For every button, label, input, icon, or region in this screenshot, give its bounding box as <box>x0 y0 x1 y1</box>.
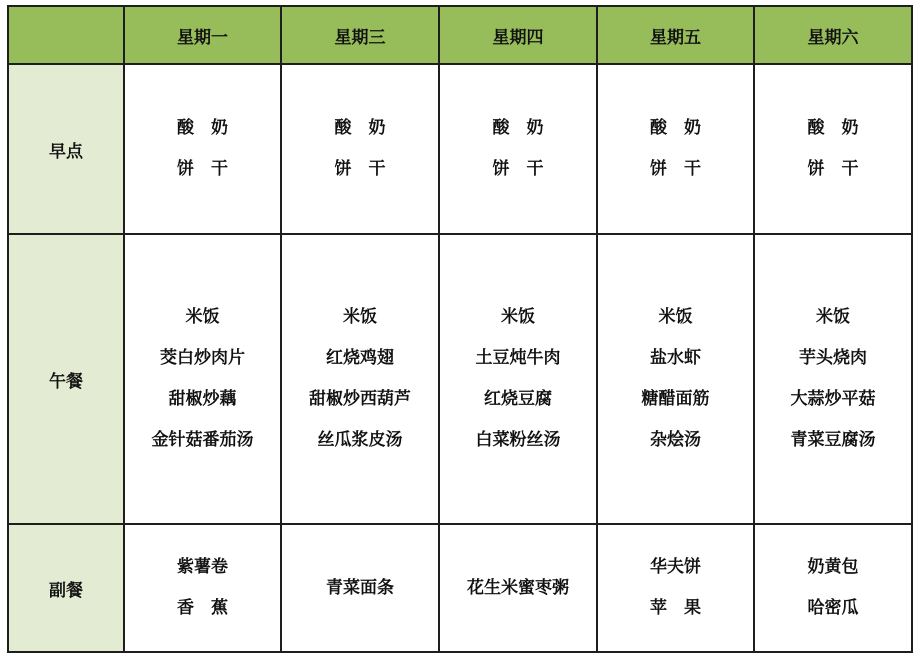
menu-item: 米饭 <box>501 307 535 327</box>
menu-item: 酸 奶 <box>650 118 701 138</box>
menu-item: 紫薯卷 <box>177 557 228 577</box>
menu-item: 花生米蜜枣粥 <box>467 577 569 598</box>
menu-item: 茭白炒肉片 <box>160 348 245 368</box>
snack-row <box>8 524 912 652</box>
menu-item: 饼 干 <box>492 159 544 179</box>
menu-item: 哈密瓜 <box>807 598 859 618</box>
menu-item: 米饭 <box>185 307 220 327</box>
lunch-row <box>8 234 912 524</box>
menu-item: 青菜豆腐汤 <box>790 430 876 450</box>
corner-cell <box>8 6 124 64</box>
day-header-wed: 星期三 <box>281 6 439 64</box>
menu-item: 酸 奶 <box>177 118 228 138</box>
menu-item: 金针菇番茄汤 <box>151 430 254 450</box>
menu-item: 甜椒炒西葫芦 <box>309 389 411 409</box>
snack-mon <box>124 524 281 652</box>
menu-item: 米饭 <box>343 307 377 327</box>
lunch-mon <box>124 234 281 524</box>
menu-item: 米饭 <box>816 307 850 327</box>
menu-item: 杂烩汤 <box>650 430 701 450</box>
menu-item: 红烧豆腐 <box>484 389 552 409</box>
breakfast-thu <box>439 64 597 234</box>
menu-item: 酸 奶 <box>807 118 859 138</box>
menu-item: 大蒜炒平菇 <box>790 389 876 409</box>
menu-item: 饼 干 <box>650 159 701 179</box>
row-label-snack: 副餐 <box>8 524 124 652</box>
lunch-wed <box>281 234 439 524</box>
menu-item: 盐水虾 <box>650 348 701 368</box>
day-header-fri: 星期五 <box>597 6 754 64</box>
menu-item: 芋头烧肉 <box>799 348 867 368</box>
menu-item: 甜椒炒藕 <box>168 389 237 409</box>
lunch-fri <box>597 234 754 524</box>
menu-item: 青菜面条 <box>326 577 394 598</box>
snack-fri <box>597 524 754 652</box>
breakfast-row <box>8 64 912 234</box>
day-header-sat: 星期六 <box>754 6 912 64</box>
menu-item: 香 蕉 <box>177 598 228 618</box>
breakfast-wed <box>281 64 439 234</box>
row-label-lunch: 午餐 <box>8 234 124 524</box>
lunch-thu <box>439 234 597 524</box>
menu-item: 华夫饼 <box>650 557 701 577</box>
menu-item: 米饭 <box>658 307 693 327</box>
menu-item: 丝瓜浆皮汤 <box>317 430 403 450</box>
menu-item: 白菜粉丝汤 <box>475 430 561 450</box>
menu-item: 苹 果 <box>650 598 701 618</box>
day-header-thu: 星期四 <box>439 6 597 64</box>
row-label-breakfast: 早点 <box>8 64 124 234</box>
menu-item: 酸 奶 <box>334 118 386 138</box>
menu-item: 饼 干 <box>177 159 228 179</box>
breakfast-mon <box>124 64 281 234</box>
menu-item: 糖醋面筋 <box>641 389 710 409</box>
menu-item: 红烧鸡翅 <box>326 348 394 368</box>
header-row <box>8 6 912 64</box>
menu-item: 饼 干 <box>807 159 859 179</box>
weekly-menu-table <box>7 5 913 653</box>
day-header-mon: 星期一 <box>124 6 281 64</box>
snack-sat <box>754 524 912 652</box>
snack-wed <box>281 524 439 652</box>
menu-item: 饼 干 <box>334 159 386 179</box>
breakfast-fri <box>597 64 754 234</box>
snack-thu <box>439 524 597 652</box>
lunch-sat <box>754 234 912 524</box>
menu-item: 土豆炖牛肉 <box>475 348 561 368</box>
menu-item: 酸 奶 <box>492 118 544 138</box>
breakfast-sat <box>754 64 912 234</box>
menu-item: 奶黄包 <box>807 557 859 577</box>
